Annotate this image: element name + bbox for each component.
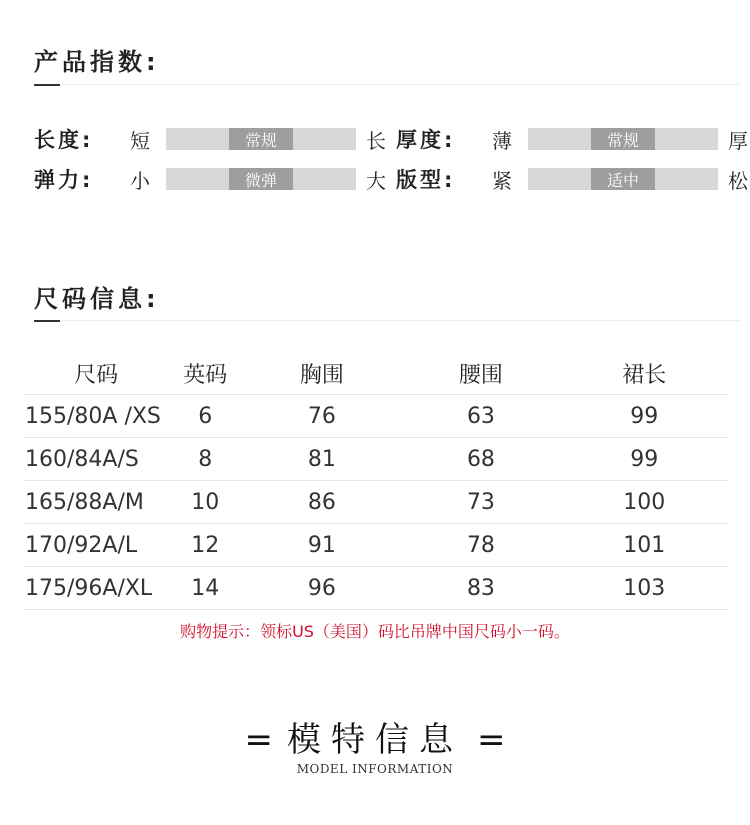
cell-waist: 78 — [401, 524, 560, 567]
header-skirt-length: 裙长 — [622, 362, 667, 388]
model-info-subtitle: MODEL INFORMATION — [296, 762, 454, 776]
model-info-heading — [0, 712, 750, 761]
cell-bust: 76 — [242, 395, 401, 438]
index-bar — [528, 168, 718, 190]
table-row — [24, 438, 728, 481]
index-elasticity — [34, 166, 386, 192]
index-min: 紧 — [492, 168, 512, 193]
header-bust: 胸围 — [299, 362, 344, 388]
cell-uk-size: 8 — [168, 438, 242, 481]
index-min: 薄 — [492, 128, 512, 153]
index-label: 厚度: — [396, 128, 456, 152]
index-max: 大 — [366, 168, 386, 193]
cell-bust: 91 — [242, 524, 401, 567]
size-table — [24, 352, 728, 610]
cell-skirt-length: 103 — [560, 567, 728, 610]
index-label: 弹力: — [34, 168, 94, 192]
cell-bust: 86 — [242, 481, 401, 524]
cell-size: 165/88A/M — [24, 481, 168, 524]
title-underline — [34, 320, 60, 322]
index-max: 厚 — [728, 128, 748, 153]
index-mark: 常规 — [591, 128, 655, 150]
cell-waist: 73 — [401, 481, 560, 524]
cell-size: 155/80A /XS — [24, 395, 168, 438]
cell-size: 160/84A/S — [24, 438, 168, 481]
cell-skirt-length: 101 — [560, 524, 728, 567]
index-label: 长度: — [34, 128, 94, 152]
index-max: 长 — [366, 128, 386, 153]
index-min: 小 — [130, 168, 150, 193]
cell-waist: 68 — [401, 438, 560, 481]
title-divider — [60, 84, 740, 85]
cell-uk-size: 6 — [168, 395, 242, 438]
index-max: 松 — [728, 168, 748, 193]
cell-waist: 83 — [401, 567, 560, 610]
cell-skirt-length: 99 — [560, 438, 728, 481]
cell-waist: 63 — [401, 395, 560, 438]
index-mark: 适中 — [591, 168, 655, 190]
cell-size: 170/92A/L — [24, 524, 168, 567]
index-bar — [166, 128, 356, 150]
index-thickness — [396, 126, 748, 152]
heading-equals-right: = — [477, 720, 506, 760]
cell-bust: 81 — [242, 438, 401, 481]
shopping-tip: 购物提示：领标US（美国）码比吊牌中国尺码小一码。 — [180, 622, 570, 641]
table-row — [24, 395, 728, 438]
title-underline — [34, 84, 60, 86]
index-label: 版型: — [396, 168, 456, 192]
size-info-title: 尺码信息: — [34, 285, 160, 313]
index-length — [34, 126, 386, 152]
cell-bust: 96 — [242, 567, 401, 610]
table-row — [24, 481, 728, 524]
table-row — [24, 567, 728, 610]
cell-uk-size: 10 — [168, 481, 242, 524]
table-header-row — [24, 352, 728, 395]
index-bar — [166, 168, 356, 190]
cell-uk-size: 12 — [168, 524, 242, 567]
cell-size: 175/96A/XL — [24, 567, 168, 610]
header-size: 尺码 — [74, 362, 119, 388]
product-index-title: 产品指数: — [34, 48, 160, 76]
heading-equals-left: = — [244, 720, 273, 760]
index-min: 短 — [130, 128, 150, 153]
index-mark: 微弹 — [229, 168, 293, 190]
cell-skirt-length: 100 — [560, 481, 728, 524]
index-fit — [396, 166, 748, 192]
index-mark: 常规 — [229, 128, 293, 150]
title-divider — [60, 320, 740, 321]
header-waist: 腰围 — [458, 362, 503, 388]
cell-skirt-length: 99 — [560, 395, 728, 438]
index-bar — [528, 128, 718, 150]
header-uk-size: 英码 — [183, 362, 228, 388]
table-row — [24, 524, 728, 567]
model-info-title: 模特信息 — [287, 720, 463, 760]
cell-uk-size: 14 — [168, 567, 242, 610]
